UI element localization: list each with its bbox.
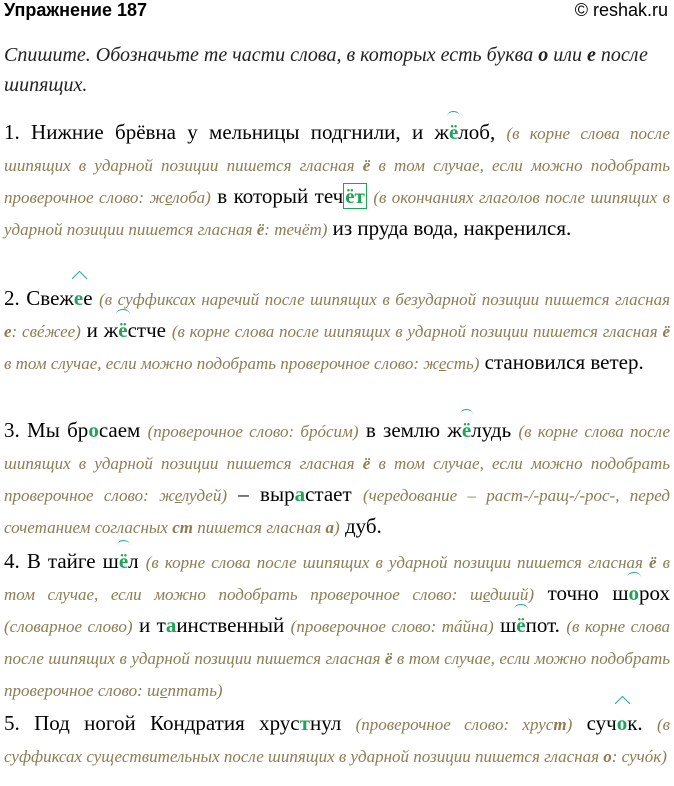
note-underlined-letter: е	[438, 354, 447, 373]
sentence-text: 4. В тайге ш	[4, 549, 119, 573]
marked-suffix-letter: е	[74, 283, 83, 313]
sentence-3	[4, 415, 670, 543]
boxed-ending: ёт	[345, 184, 365, 208]
note-text: )	[566, 715, 573, 734]
task-text: или	[548, 44, 587, 66]
note-text: пишется гласная	[192, 518, 326, 537]
sentence-text: дуб.	[339, 514, 382, 538]
task-text: после шипящих.	[4, 44, 648, 96]
sentence-text: 3. Мы бр	[4, 418, 89, 442]
note-text: в том случае, если можно подобрать проверочное слово: ж	[4, 156, 670, 207]
note-text: лудей)	[181, 486, 228, 505]
note-text: птать)	[167, 681, 223, 700]
marked-letter: ё	[449, 117, 458, 147]
sentence-text: и ж	[80, 318, 119, 342]
sentence-text: нул	[309, 711, 356, 735]
task-letter-e: е	[586, 44, 596, 66]
sentence-text: саем	[98, 418, 148, 442]
sentence-text: и т	[132, 613, 166, 637]
note-text: сть)	[446, 354, 480, 373]
note-letter: ё	[384, 649, 393, 668]
sentence-text: стает	[305, 482, 363, 506]
note-text: (чередование – раст-/-ращ-/-рос-, перед сочетанием согласных	[4, 486, 670, 537]
note-text: : сучóк)	[611, 747, 667, 766]
note-text: (в корне слова после шипящих в ударной позиции пишется гласная	[171, 322, 663, 341]
sentence-text: инственный	[176, 613, 291, 637]
sentence-text: рох	[639, 581, 671, 605]
site-credit: © reshak.ru	[574, 0, 668, 20]
sentence-2	[4, 283, 670, 379]
sentence-text: е	[83, 286, 100, 310]
task-instruction	[4, 40, 668, 100]
marked-letter: ё	[516, 610, 525, 640]
marked-letter: ё	[119, 546, 128, 576]
note-text: (в окончаниях глаголов после шипящих в ударной позиции пишется гласная	[4, 188, 670, 239]
sentence-text: 5. Под ногой Кондратия хрус	[4, 711, 300, 735]
note-letter: а	[325, 518, 335, 537]
marked-letter: а	[294, 482, 306, 506]
note-text: (в корне слова после шипящих в ударной позиции пишется гласная	[4, 617, 671, 668]
marked-letter: а	[165, 613, 177, 637]
sentence-text: суч	[572, 711, 617, 735]
sentence-text: точно ш	[534, 581, 629, 605]
note-letter: ё	[256, 220, 265, 239]
sentence-text: 2. Свеж	[4, 286, 74, 310]
note-letter: ст	[172, 518, 193, 537]
marked-letter: о	[88, 418, 99, 442]
marked-letter: о	[629, 578, 640, 608]
explanation-note	[356, 715, 573, 734]
explanation-note: (проверочное слово: брóсим)	[147, 422, 359, 441]
note-underlined-letter: е	[174, 486, 182, 505]
sentence-text: пот.	[525, 613, 567, 637]
note-text: : свéжее)	[11, 322, 81, 341]
note-text: лоба)	[172, 188, 211, 207]
note-text: (в корне слова после шипящих в ударной позиции пишется гласная	[4, 422, 671, 473]
note-text: в том случае, если можно подобрать проверочное слово: ж	[4, 354, 439, 373]
note-text: (в корне слова после шипящих в ударной позиции пишется гласная	[4, 124, 670, 175]
marked-letter: т	[299, 711, 310, 735]
sentence-text: 1. Нижние брёвна у мельницы подгнили, и ж	[4, 120, 449, 144]
note-text: в том случае, если можно подобрать проверочное слово: ш	[4, 553, 671, 604]
sentence-text: ш	[493, 613, 517, 637]
sentence-text: лудь	[471, 418, 519, 442]
note-letter: ё	[662, 322, 671, 341]
marked-letter: ё	[118, 315, 127, 345]
marked-letter: ё	[462, 415, 471, 445]
note-text: (в суффиксах существительных после шипящих в ударной позиции пишется гласная	[4, 715, 671, 766]
explanation-note: (проверочное слово: тáйна)	[290, 617, 494, 636]
note-letter: е	[4, 322, 12, 341]
exercise-title: Упражнение 187	[4, 0, 148, 20]
note-letter: т	[553, 715, 567, 734]
note-text: )	[334, 518, 340, 537]
sentence-text: из пруда вода, накренился.	[327, 216, 572, 240]
page-header	[4, 0, 668, 24]
sentence-1	[4, 117, 670, 245]
note-text: в том случае, если можно подобрать проверочное слово: ш	[4, 649, 670, 700]
note-underlined-letter: е	[482, 585, 490, 604]
sentence-text: в который теч	[210, 184, 344, 208]
note-letter: ё	[362, 156, 371, 175]
sentence-text: л	[128, 549, 146, 573]
marked-suffix-letter: о	[617, 708, 628, 738]
explanation-note: (словарное слово)	[4, 617, 133, 636]
note-text: (в корне слова после шипящих в ударной позиции пишется гласная	[145, 553, 649, 572]
sentence-text: – выр	[227, 482, 295, 506]
note-text: дший)	[489, 585, 535, 604]
sentence-text: в землю ж	[358, 418, 462, 442]
note-text: : течёт)	[264, 220, 328, 239]
note-letter: о	[603, 747, 612, 766]
task-text: Спишите. Обозначьте те части слова, в которых есть буква	[4, 44, 539, 66]
sentence-5	[4, 708, 670, 772]
note-letter: ё	[649, 553, 657, 572]
sentence-4	[4, 546, 670, 706]
note-text: (проверочное слово: хрус	[355, 715, 554, 734]
note-text: в том случае, если можно подобрать проверочное слово: ж	[4, 454, 670, 505]
note-text: (в суффиксах наречий после шипящих в безударной позиции пишется гласная	[99, 290, 670, 309]
sentence-text: лоб,	[458, 120, 507, 144]
sentence-text: к.	[627, 711, 657, 735]
sentence-text: становился ветер.	[479, 350, 644, 374]
note-letter: ё	[362, 454, 371, 473]
task-letter-o: о	[538, 44, 549, 66]
sentence-text: стче	[127, 318, 172, 342]
note-underlined-letter: е	[165, 188, 173, 207]
note-underlined-letter: е	[159, 681, 168, 700]
